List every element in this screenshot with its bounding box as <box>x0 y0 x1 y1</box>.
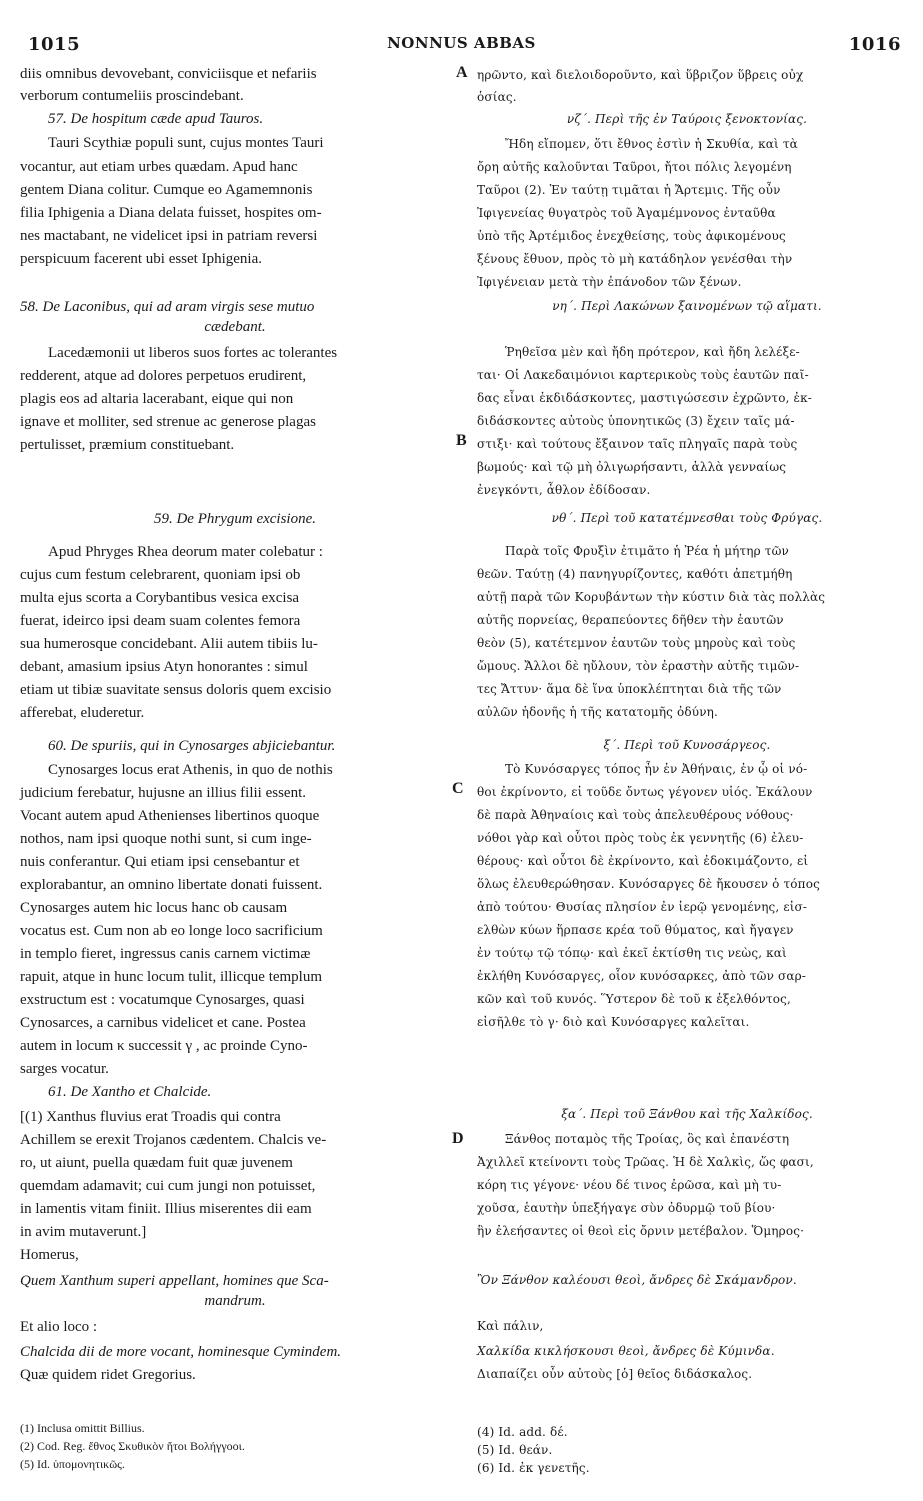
greek-line: Ἰφιγενείας θυγατρὸς τοῦ Ἀγαμέμνονος ἐνταῦθα <box>477 206 776 220</box>
verse-line: Χαλκίδα κικλήσκουσι θεοὶ, ἄνδρες δὲ Κύμινδα. <box>477 1344 775 1358</box>
latin-line: rapuit, atque in hunc locum tulit, illicque templum <box>20 969 323 985</box>
section-heading: 59. De Phrygum excisione. <box>153 511 317 527</box>
running-title: NONNUS ABBAS <box>387 34 536 52</box>
greek-line: αὐτῇ παρὰ τῶν Κορυβάντων τὴν κύστιν διὰ τὰς πολλὰς <box>477 590 826 604</box>
latin-line: afferebat, eluderetur. <box>20 705 145 721</box>
latin-line: perspicuum facerent ubi esset Iphigenia. <box>20 251 262 267</box>
latin-line: multa ejus scorta a Corybantibus vesica excisa <box>20 590 300 606</box>
latin-line: diis omnibus devovebant, conviciisque et nefariis <box>20 66 317 82</box>
latin-line: judicium ferebatur, hujusne an illius filii essent. <box>20 785 307 801</box>
greek-line: Ῥηθεῖσα μὲν καὶ ἤδη πρότερον, καὶ ἤδη λελέξε- <box>505 345 800 359</box>
greek-line: διδάσκοντες αὐτοὺς ὑπονητικῶς (3) ἔχειν ταῖς μά- <box>477 414 795 428</box>
greek-line: θεὸν (5), κατέτεμνον ἑαυτῶν τοὺς μηροὺς καὶ τοὺς <box>477 636 796 650</box>
latin-line: in avim mutaverunt.] <box>20 1224 147 1240</box>
latin-line: sarges vocatur. <box>20 1061 109 1077</box>
greek-line: κόρη τις γέγονε· νέου δέ τινος ἐρῶσα, καὶ μὴ τυ- <box>477 1178 782 1192</box>
verse-line: Chalcida dii de more vocant, hominesque Cymindem. <box>20 1344 342 1360</box>
margin-letter: B <box>456 432 467 449</box>
greek-line: θοι ἐκρίνοντο, εἰ τοῦδε ὄντως γέγονεν υἱός. Ἐκάλουν <box>477 785 813 799</box>
greek-line: ἐν τούτῳ τῷ τόπῳ· καὶ ἐκεῖ ἐκτίσθη τις νεὼς, καὶ <box>477 946 787 960</box>
greek-line: ἣν ἐλεήσαντες οἱ θεοὶ εἰς ὄρνιν μετέβαλον. Ὅμηρος· <box>477 1224 805 1238</box>
greek-line: ται· Οἱ Λακεδαιμόνιοι καρτερικοὺς τοὺς ἑαυτῶν παῖ- <box>477 368 809 382</box>
greek-line: ὤμους. Ἄλλοι δὲ ηὔλουν, τὸν ἐραστὴν αὐτῆς τιμῶν- <box>477 659 800 673</box>
latin-line: Cynosarges locus erat Athenis, in quo de nothis <box>48 762 333 778</box>
page-header <box>0 0 923 70</box>
latin-line: vocantur, aut etiam urbes quædam. Apud hanc <box>20 159 298 175</box>
margin-letter: D <box>452 1130 464 1147</box>
greek-line: Τὸ Κυνόσαργες τόπος ἦν ἐν Ἀθήναις, ἐν ᾧ οἱ νό- <box>505 762 808 776</box>
latin-line: debant, amasium ipsius Atyn honorantes : simul <box>20 659 308 675</box>
greek-line: ὁσίας. <box>477 90 517 104</box>
latin-line: Lacedæmonii ut liberos suos fortes ac tolerantes <box>48 345 338 361</box>
page-number-right: 1016 <box>848 34 901 55</box>
latin-line: etiam ut tibiæ suavitate sensus doloris quem excisio <box>20 682 332 698</box>
latin-line: quemdam adamavit; cui cum jungi non potuisset, <box>20 1178 316 1194</box>
greek-line: εἰσῆλθε τὸ γ· διὸ καὶ Κυνόσαργες καλεῖται. <box>477 1015 750 1029</box>
footnote: (1) Inclusa omittit Billius. <box>20 1421 145 1435</box>
latin-line: autem in locum κ successit γ , ac proinde Cyno- <box>20 1038 308 1054</box>
section-heading: νθ΄. Περὶ τοῦ κατατέμνεσθαι τοὺς Φρύγας. <box>551 511 823 525</box>
greek-line: ἀπὸ τούτου· Θυσίας πλησίον ἐν ἱερῷ γενομένης, εἰσ- <box>477 900 808 914</box>
latin-line: redderent, atque ad dolores perpetuos erudirent, <box>20 368 307 384</box>
greek-line: Καὶ πάλιν, <box>477 1319 544 1333</box>
greek-line: ξένους ἔθυον, πρὸς τὸ μὴ κατάδηλον γενέσθαι τὴν <box>477 252 793 266</box>
verse-line: Ὃν Ξάνθον καλέουσι θεοὶ, ἄνδρες δὲ Σκάμανδρον. <box>477 1273 797 1287</box>
latin-line: exstructum est : vocatumque Cynosarges, quasi <box>20 992 305 1008</box>
latin-line: verborum contumeliis proscindebant. <box>20 88 244 104</box>
greek-line: Ἀχιλλεῖ κτείνοντι τοὺς Τρῶας. Ἡ δὲ Χαλκὶς, ὥς φασι, <box>477 1155 814 1169</box>
section-heading: ξα΄. Περὶ τοῦ Ξάνθου καὶ τῆς Χαλκίδος. <box>561 1107 813 1121</box>
latin-line: Cynosarges autem hic locus hanc ob causam <box>20 900 288 916</box>
latin-line: in templo fieret, ingressus canis carnem victimæ <box>20 946 311 962</box>
section-heading: 60. De spuriis, qui in Cynosarges abjiciebantur. <box>48 738 336 754</box>
latin-line: Et alio loco : <box>20 1319 98 1335</box>
latin-line: Apud Phryges Rhea deorum mater colebatur : <box>48 544 323 560</box>
latin-line: plagis eos ad altaria lacerabant, eique qui non <box>20 391 294 407</box>
latin-line: vocatus est. Cum non ab eo longe loco sacrificium <box>20 923 323 939</box>
greek-line: θέρους· καὶ οὗτοι δὲ ἐκρίνοντο, καὶ ἐδοκιμάζοντο, εἰ <box>477 854 809 868</box>
latin-line: [(1) Xanthus fluvius erat Troadis qui contra <box>20 1109 281 1125</box>
verse-line: Quem Xanthum superi appellant, homines que Sca- <box>20 1273 329 1289</box>
greek-line: αὐλῶν ἡδονῆς ἡ τῆς κατατομῆς ὀδύνη. <box>477 705 718 719</box>
greek-line: Διαπαίζει οὖν αὐτοὺς [ὁ] θεῖος διδάσκαλος. <box>477 1367 753 1381</box>
latin-line: explorabantur, an omnino libertate donati fuissent. <box>20 877 323 893</box>
section-heading: ξ΄. Περὶ τοῦ Κυνοσάργεος. <box>603 738 771 752</box>
latin-line: pertulisset, præmium constituebant. <box>20 437 235 453</box>
margin-letter: A <box>456 64 468 81</box>
greek-line: δὲ παρὰ Ἀθηναίοις καὶ τοὺς ἀπελευθέρους νόθους· <box>477 808 794 822</box>
latin-line: gentem Diana colitur. Cumque eo Agamemnonis <box>20 182 313 198</box>
greek-line: βωμούς· καὶ τῷ μὴ ὀλιγωρήσαντι, ἀλλὰ γενναίως <box>477 460 787 474</box>
greek-line: κῶν καὶ τοῦ κυνός. Ὕστερον δὲ τοῦ κ ἐξελθόντος, <box>477 992 791 1006</box>
greek-line: θεῶν. Ταύτῃ (4) πανηγυρίζοντες, καθότι ἀπετμήθη <box>477 567 793 581</box>
greek-line: ελθὼν κύων ἥρπασε κρέα τοῦ θύματος, καὶ ἤγαγεν <box>477 923 794 937</box>
latin-line: Cynosarces, a carnibus videlicet et cane. Postea <box>20 1015 306 1031</box>
footnote: (4) Id. add. δέ. <box>477 1425 568 1439</box>
latin-line: ro, ut aiunt, puella quædam fuit quæ juvenem <box>20 1155 293 1171</box>
greek-line: στιξι· καὶ τούτους ἔξαινον ταῖς πληγαῖς παρὰ τοὺς <box>477 437 798 451</box>
latin-line: filia Iphigenia a Diana delata fuisset, hospites om- <box>20 205 322 221</box>
greek-line: χοῦσα, ἑαυτὴν ὑπεξήγαγε σὺν ὀδυρμῷ τοῦ βίου· <box>477 1201 776 1215</box>
greek-line: ὄρη αὐτῆς καλοῦνται Ταῦροι, ἤτοι πόλις λεγομένη <box>477 160 792 174</box>
greek-line: νόθοι γὰρ καὶ οὗτοι πρὸς τοὺς ἐκ γεννητῆς (6) ἐλευ- <box>477 831 804 845</box>
greek-line: Ταῦροι (2). Ἐν ταύτῃ τιμᾶται ἡ Ἄρτεμις. Τῆς οὖν <box>477 183 781 197</box>
latin-line: Tauri Scythiæ populi sunt, cujus montes Tauri <box>48 135 324 151</box>
section-heading: cædebant. <box>204 319 266 335</box>
greek-line: ὑπὸ τῆς Ἀρτέμιδος ἐνεχθείσης, τοὺς ἀφικομένους <box>477 229 786 243</box>
verse-line: mandrum. <box>204 1293 266 1309</box>
section-heading: νζ΄. Περὶ τῆς ἐν Ταύροις ξενοκτονίας. <box>566 112 808 126</box>
greek-line: αὐτῆς πορνείας, θεραπεύοντες δῆθεν τὴν ἑαυτῶν <box>477 613 784 627</box>
footnote: (2) Cod. Reg. ἔθνος Σκυθικὸν ἤτοι Βολήγγοοι. <box>20 1439 245 1453</box>
latin-line: in lamentis vitam finiit. Illius miserentes dii eam <box>20 1201 312 1217</box>
greek-line: Ξάνθος ποταμὸς τῆς Τροίας, ὃς καὶ ἐπανέστη <box>505 1132 790 1146</box>
section-heading: νη΄. Περὶ Λακώνων ξαινομένων τῷ αἵματι. <box>552 299 822 313</box>
greek-line: Ἰφιγένειαν μετὰ τὴν ἐπάνοδον τῶν ξένων. <box>477 275 742 289</box>
greek-line: ὅλως ἐλευθερώθησαν. Κυνόσαργες δὲ ἤκουσεν ὁ τόπος <box>477 877 820 891</box>
greek-line: δας εἶναι ἐκδιδάσκοντες, μαστιγώσεσιν ἐχρῶντο, ἐκ- <box>477 391 812 405</box>
latin-line: nothos, nam ipsi quoque nothi sunt, si cum inge- <box>20 831 312 847</box>
latin-line: Achillem se erexit Trojanos cædentem. Chalcis ve- <box>20 1132 327 1148</box>
footnote: (6) Id. ἐκ γενετῆς. <box>477 1461 590 1475</box>
greek-line: Ἤδη εἴπομεν, ὅτι ἔθνος ἐστὶν ἡ Σκυθία, καὶ τὰ <box>505 137 798 151</box>
latin-line: Vocant autem apud Athenienses libertinos quoque <box>20 808 320 824</box>
margin-letter: C <box>452 780 464 797</box>
greek-line: Παρὰ τοῖς Φρυξὶν ἐτιμᾶτο ἡ Ῥέα ἡ μήτηρ τῶν <box>505 544 789 558</box>
section-heading: 61. De Xantho et Chalcide. <box>48 1084 212 1100</box>
greek-line: ἐνεγκόντι, ἆθλον ἐδίδοσαν. <box>477 483 651 497</box>
latin-line: fuerat, ideirco ipsi deam suam colentes femora <box>20 613 301 629</box>
greek-line: ηρῶντο, καὶ διελοιδοροῦντο, καὶ ὕβριζον ὕβρεις οὐχ <box>477 68 804 82</box>
page-number-left: 1015 <box>28 34 81 55</box>
latin-line: nuis conferantur. Qui etiam ipsi censebantur et <box>20 854 300 870</box>
section-heading: 58. De Laconibus, qui ad aram virgis sese mutuo <box>20 299 315 315</box>
footnote: (5) Id. ὑπομονητικῶς. <box>20 1457 125 1471</box>
footnote: (5) Id. θεάν. <box>477 1443 553 1457</box>
latin-line: nes mactabant, ne videlicet ipsi in patriam reversi <box>20 228 318 244</box>
greek-line: τες Ἄττυν· ἅμα δὲ ἵνα ὑποκλέπτηται διὰ τῆς τῶν <box>477 682 782 696</box>
latin-line: sua humerosque concidebant. Alii autem tibiis lu- <box>20 636 318 652</box>
latin-line: Homerus, <box>20 1247 79 1263</box>
latin-line: Quæ quidem ridet Gregorius. <box>20 1367 196 1383</box>
section-heading: 57. De hospitum cæde apud Tauros. <box>48 111 264 127</box>
latin-line: cujus cum festum celebrarent, quoniam ipsi ob <box>20 567 301 583</box>
greek-line: ἐκλήθη Κυνόσαργες, οἷον κυνόσαρκες, ἀπὸ τῶν σαρ- <box>477 969 806 983</box>
latin-line: ignave et molliter, sed strenue ac generose plagas <box>20 414 316 430</box>
